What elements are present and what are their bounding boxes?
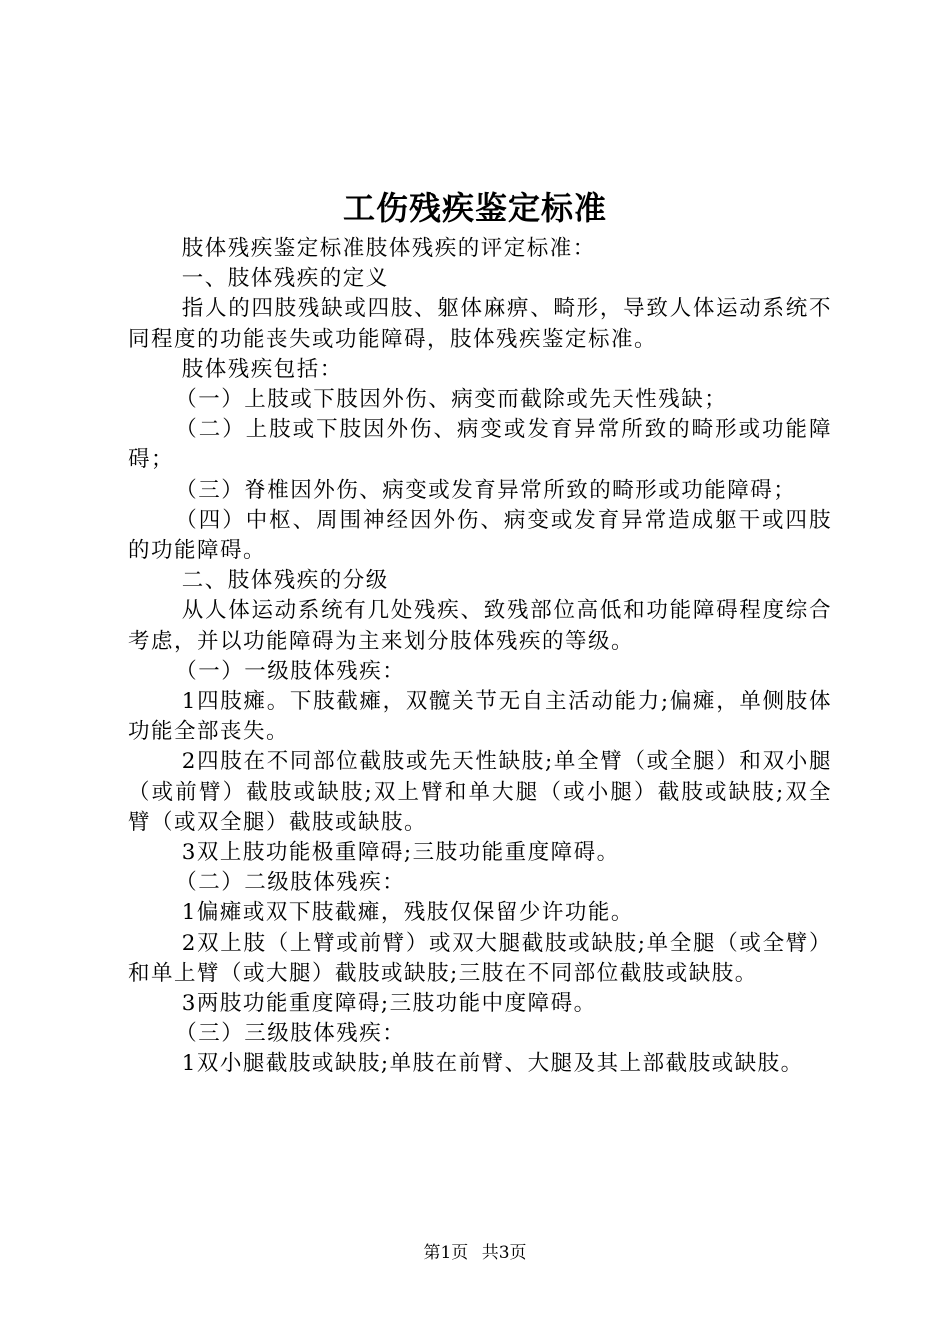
page-number: 第1页: [423, 1243, 469, 1263]
paragraph: 从人体运动系统有几处残疾、致残部位高低和功能障碍程度综合考虑，并以功能障碍为主来划分肢体残疾的等级。: [128, 598, 832, 654]
list-item: （四）中枢、周围神经因外伤、病变或发育异常造成躯干或四肢的功能障碍。: [128, 507, 832, 564]
paragraph: 指人的四肢残缺或四肢、躯体麻痹、畸形，导致人体运动系统不同程度的功能丧失或功能障碍，肢体残疾鉴定标准。: [128, 296, 832, 352]
subsection-heading: （三）三级肢体残疾：: [175, 1021, 406, 1047]
list-item: （二）上肢或下肢因外伤、病变或发育异常所致的畸形或功能障碍；: [128, 417, 832, 473]
list-item: 1双小腿截肢或缺肢;单肢在前臂、大腿及其上部截肢或缺肢。: [181, 1051, 804, 1077]
list-item: （三）脊椎因外伤、病变或发育异常所致的畸形或功能障碍；: [175, 477, 797, 503]
subsection-heading: （一）一级肢体残疾：: [175, 658, 406, 684]
subsection-heading: （二）二级肢体残疾：: [175, 870, 406, 896]
document-title: 工伤残疾鉴定标准: [342, 189, 607, 227]
list-item: 1四肢瘫。下肢截瘫，双髋关节无自主活动能力;偏瘫，单侧肢体功能全部丧失。: [128, 689, 832, 745]
list-item: （一）上肢或下肢因外伤、病变而截除或先天性残缺；: [175, 387, 728, 413]
list-item: 2四肢在不同部位截肢或先天性缺肢;单全臂（或全腿）和双小腿（或前臂）截肢或缺肢;双上臂和单大腿（或小腿）截肢或缺肢;双全臂（或双全腿）截肢或缺肢。: [128, 749, 832, 835]
section-heading: 一、肢体残疾的定义: [181, 266, 389, 292]
list-item: 2双上肢（上臂或前臂）或双大腿截肢或缺肢;单全腿（或全臂）和单上臂（或大腿）截肢或缺肢;三肢在不同部位截肢或缺肢。: [128, 930, 832, 986]
paragraph: 肢体残疾鉴定标准肢体残疾的评定标准：: [181, 236, 596, 261]
list-item: 1偏瘫或双下肢截瘫，残肢仅保留少许功能。: [181, 900, 634, 926]
paragraph: 肢体残疾包括：: [181, 356, 343, 382]
section-heading: 二、肢体残疾的分级: [181, 568, 389, 594]
page-footer: [0, 1241, 950, 1265]
list-item: 3两肢功能重度障碍;三肢功能中度障碍。: [181, 991, 597, 1017]
page-total: 共3页: [481, 1243, 527, 1263]
list-item: 3双上肢功能极重障碍;三肢功能重度障碍。: [181, 840, 620, 866]
document-body: [128, 234, 832, 1080]
